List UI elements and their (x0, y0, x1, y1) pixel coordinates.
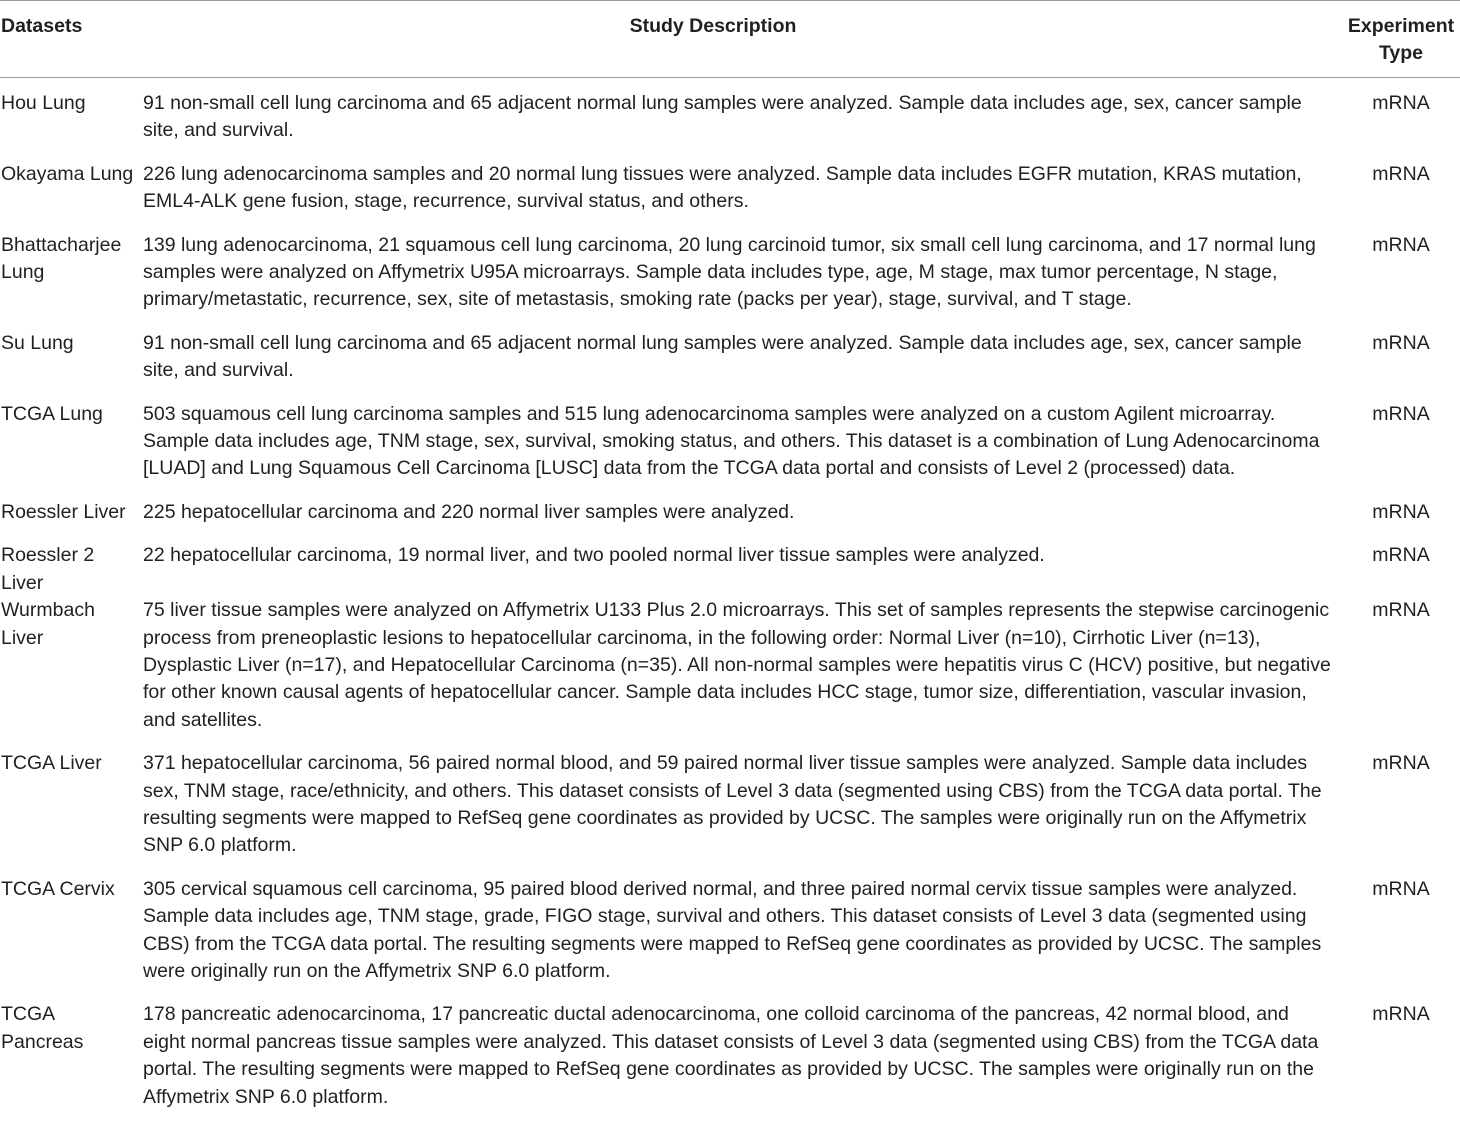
experiment-type: mRNA (1342, 330, 1460, 401)
experiment-type: mRNA (1342, 401, 1460, 499)
table-row (0, 232, 1460, 330)
header-study-description: Study Description (142, 1, 1342, 78)
dataset-name: TCGA Lung (0, 401, 142, 499)
experiment-type: mRNA (1342, 542, 1460, 597)
experiment-type: mRNA (1342, 750, 1460, 876)
dataset-name: TCGA Cervix (0, 876, 142, 1002)
study-description: 225 hepatocellular carcinoma and 220 normal liver samples were analyzed. (142, 499, 1342, 542)
experiment-type: mRNA (1342, 78, 1460, 161)
table-row (0, 1001, 1460, 1127)
study-description: 226 lung adenocarcinoma samples and 20 normal lung tissues were analyzed. Sample data includes EGFR mutation, KRAS mutation, EML4-ALK gene fusion, stage, recurrence, survival status, and others. (142, 161, 1342, 232)
table-header (0, 1, 1460, 78)
study-description: 503 squamous cell lung carcinoma samples and 515 lung adenocarcinoma samples were analyzed on a custom Agilent microarray. Sample data includes age, TNM stage, sex, survival, smoking status, and others. This dataset is a combination of Lung Adenocarcinoma [LUAD] and Lung Squamous Cell Carcinoma [LUSC] data from the TCGA data portal and consists of Level 2 (processed) data. (142, 401, 1342, 499)
dataset-name: Roessler Liver (0, 499, 142, 542)
dataset-name: Wurmbach Liver (0, 597, 142, 750)
table-body (0, 78, 1460, 1127)
dataset-name: Su Lung (0, 330, 142, 401)
experiment-type: mRNA (1342, 499, 1460, 542)
header-experiment-type: Experiment Type (1342, 1, 1460, 78)
table-row (0, 330, 1460, 401)
experiment-type: mRNA (1342, 161, 1460, 232)
dataset-name: Bhattacharjee Lung (0, 232, 142, 330)
table-row (0, 161, 1460, 232)
table-row (0, 876, 1460, 1002)
study-description: 75 liver tissue samples were analyzed on Affymetrix U133 Plus 2.0 microarrays. This set of samples represents the stepwise carcinogenic process from preneoplastic lesions to hepatocellular carcinoma, in the following order: Normal Liver (n=10), Cirrhotic Liver (n=13), Dysplastic Liver (n=17), and Hepatocellular Carcinoma (n=35). All non-normal samples were hepatitis virus C (HCV) positive, but negative for other known causal agents of hepatocellular cancer. Sample data includes HCC stage, tumor size, differentiation, vascular invasion, and satellites. (142, 597, 1342, 750)
experiment-type: mRNA (1342, 1001, 1460, 1127)
dataset-name: TCGA Pancreas (0, 1001, 142, 1127)
study-description: 371 hepatocellular carcinoma, 56 paired normal blood, and 59 paired normal liver tissue samples were analyzed. Sample data includes sex, TNM stage, race/ethnicity, and others. This dataset consists of Level 3 data (segmented using CBS) from the TCGA data portal. The resulting segments were mapped to RefSeq gene coordinates as provided by UCSC. The samples were originally run on the Affymetrix SNP 6.0 platform. (142, 750, 1342, 876)
experiment-type: mRNA (1342, 232, 1460, 330)
table-row (0, 78, 1460, 161)
study-description: 91 non-small cell lung carcinoma and 65 adjacent normal lung samples were analyzed. Sample data includes age, sex, cancer sample site, and survival. (142, 78, 1342, 161)
dataset-name: Okayama Lung (0, 161, 142, 232)
header-row (0, 1, 1460, 78)
table-row (0, 542, 1460, 597)
study-description: 139 lung adenocarcinoma, 21 squamous cell lung carcinoma, 20 lung carcinoid tumor, six small cell lung carcinoma, and 17 normal lung samples were analyzed on Affymetrix U95A microarrays. Sample data includes type, age, M stage, max tumor percentage, N stage, primary/metastatic, recurrence, sex, site of metastasis, smoking rate (packs per year), stage, survival, and T stage. (142, 232, 1342, 330)
study-description: 178 pancreatic adenocarcinoma, 17 pancreatic ductal adenocarcinoma, one colloid carcinoma of the pancreas, 42 normal blood, and eight normal pancreas tissue samples were analyzed. This dataset consists of Level 3 data (segmented using CBS) from the TCGA data portal. The resulting segments were mapped to RefSeq gene coordinates as provided by UCSC. The samples were originally run on the Affymetrix SNP 6.0 platform. (142, 1001, 1342, 1127)
experiment-type: mRNA (1342, 597, 1460, 750)
table-row (0, 499, 1460, 542)
study-description: 305 cervical squamous cell carcinoma, 95 paired blood derived normal, and three paired normal cervix tissue samples were analyzed. Sample data includes age, TNM stage, grade, FIGO stage, survival and others. This dataset consists of Level 3 data (segmented using CBS) from the TCGA data portal. The resulting segments were mapped to RefSeq gene coordinates as provided by UCSC. The samples were originally run on the Affymetrix SNP 6.0 platform. (142, 876, 1342, 1002)
dataset-name: Hou Lung (0, 78, 142, 161)
header-datasets: Datasets (0, 1, 142, 78)
table-row (0, 750, 1460, 876)
table-row (0, 401, 1460, 499)
table-row (0, 597, 1460, 750)
study-description: 22 hepatocellular carcinoma, 19 normal liver, and two pooled normal liver tissue samples were analyzed. (142, 542, 1342, 597)
dataset-name: TCGA Liver (0, 750, 142, 876)
study-description: 91 non-small cell lung carcinoma and 65 adjacent normal lung samples were analyzed. Sample data includes age, sex, cancer sample site, and survival. (142, 330, 1342, 401)
dataset-name: Roessler 2 Liver (0, 542, 142, 597)
experiment-type: mRNA (1342, 876, 1460, 1002)
